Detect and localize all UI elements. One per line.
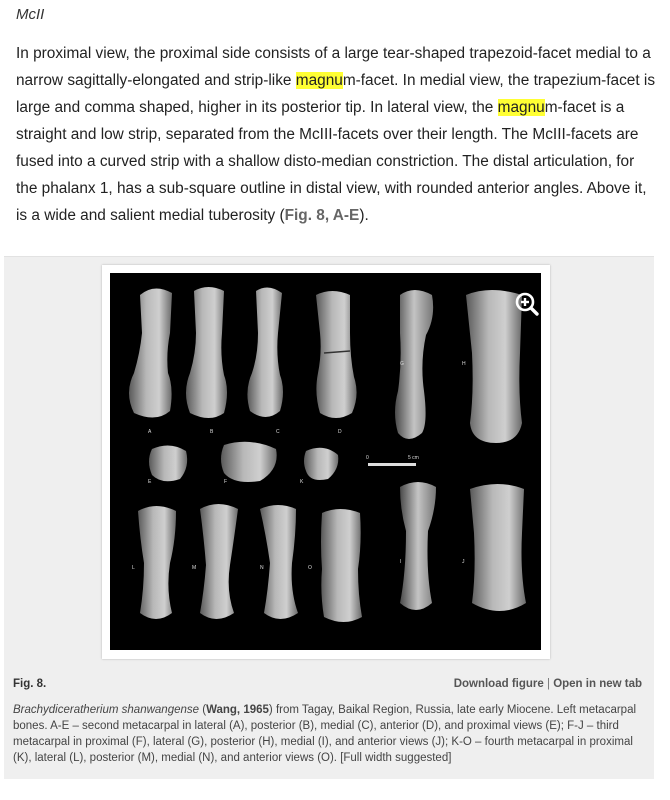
paragraph-text: In proximal view, the proximal side consists of a large tear-shaped trapezoid-facet medial to a narrow sagittally-elongated and strip-like <box>16 45 651 89</box>
search-highlight: magnu <box>295 72 343 89</box>
bone-specimen-e <box>149 445 187 481</box>
panel-letter: F <box>224 479 228 485</box>
paragraph-text: ). <box>359 207 369 224</box>
figure-links <box>454 678 642 690</box>
figure-thumbnail[interactable] <box>102 265 550 659</box>
panel-letter: C <box>276 429 280 435</box>
figure-label: Fig. 8. <box>13 678 47 690</box>
panel-letter: O <box>308 565 312 571</box>
panel-letter: M <box>192 565 197 571</box>
figure-image[interactable] <box>110 273 541 650</box>
panel-letter: L <box>132 565 135 571</box>
panel-letter: N <box>260 565 264 571</box>
body-paragraph <box>16 40 656 229</box>
panel-letter: I <box>400 559 402 565</box>
figure-reference-link[interactable]: Fig. 8, A-E <box>284 207 360 224</box>
search-highlight: magnu <box>497 99 545 116</box>
caption-text: ) from Tagay, Baikal Region, Russia, late early Miocene. Left metacarpal bones. A-E – second metacarpal in lateral (A), posterior (B), medial (C), anterior (D), and proximal views (E); F-J – third metacarpal in proximal (F), lateral (G), posterior (H), medial (I), and anterior views (J); K-O – fourth metacarpal in proximal (K), lateral (L), posterior (M), medial (N), and anterior views (O). [Full width suggested] <box>13 704 637 764</box>
panel-letter: G <box>400 361 404 367</box>
panel-letter: K <box>300 479 304 485</box>
panel-letter: J <box>462 559 465 565</box>
paragraph-text: m-facet is a straight and low strip, separated from the McIII-facets over their length. The McIII-facets are fused into a curved strip with a shallow disto-median constriction. The distal articulation, for the phalanx 1, has a sub-square outline in distal view, with rounded anterior angles. Above it, is a wide and salient medial tuberosity ( <box>16 99 647 224</box>
panel-letter: D <box>338 429 342 435</box>
download-figure-link[interactable]: Download figure <box>453 678 544 690</box>
zoom-in-icon[interactable] <box>514 291 540 317</box>
figure-caption <box>13 702 643 766</box>
panel-letter: E <box>148 479 152 485</box>
caption-taxon: Brachydiceratherium shanwangense <box>13 704 200 716</box>
panel-letter: A <box>148 429 152 435</box>
bone-specimen-o <box>321 509 362 622</box>
link-separator: | <box>546 678 550 690</box>
caption-text: ( <box>199 704 207 716</box>
panel-letter: B <box>210 429 214 435</box>
bone-specimen-j <box>470 484 526 611</box>
figure-panel <box>4 256 654 779</box>
scale-bar-zero: 0 <box>366 455 369 461</box>
panel-letter: H <box>462 361 466 367</box>
scale-bar-five: 5 cm <box>408 455 419 461</box>
paragraph-text: m-facet. In medial view, the trapezium-facet is large and comma shaped, higher in its posterior tip. In lateral view, the <box>16 72 656 116</box>
section-heading: McII <box>16 6 45 23</box>
caption-authority: Wang, 1965 <box>206 704 269 716</box>
open-new-tab-link[interactable]: Open in new tab <box>553 678 642 690</box>
